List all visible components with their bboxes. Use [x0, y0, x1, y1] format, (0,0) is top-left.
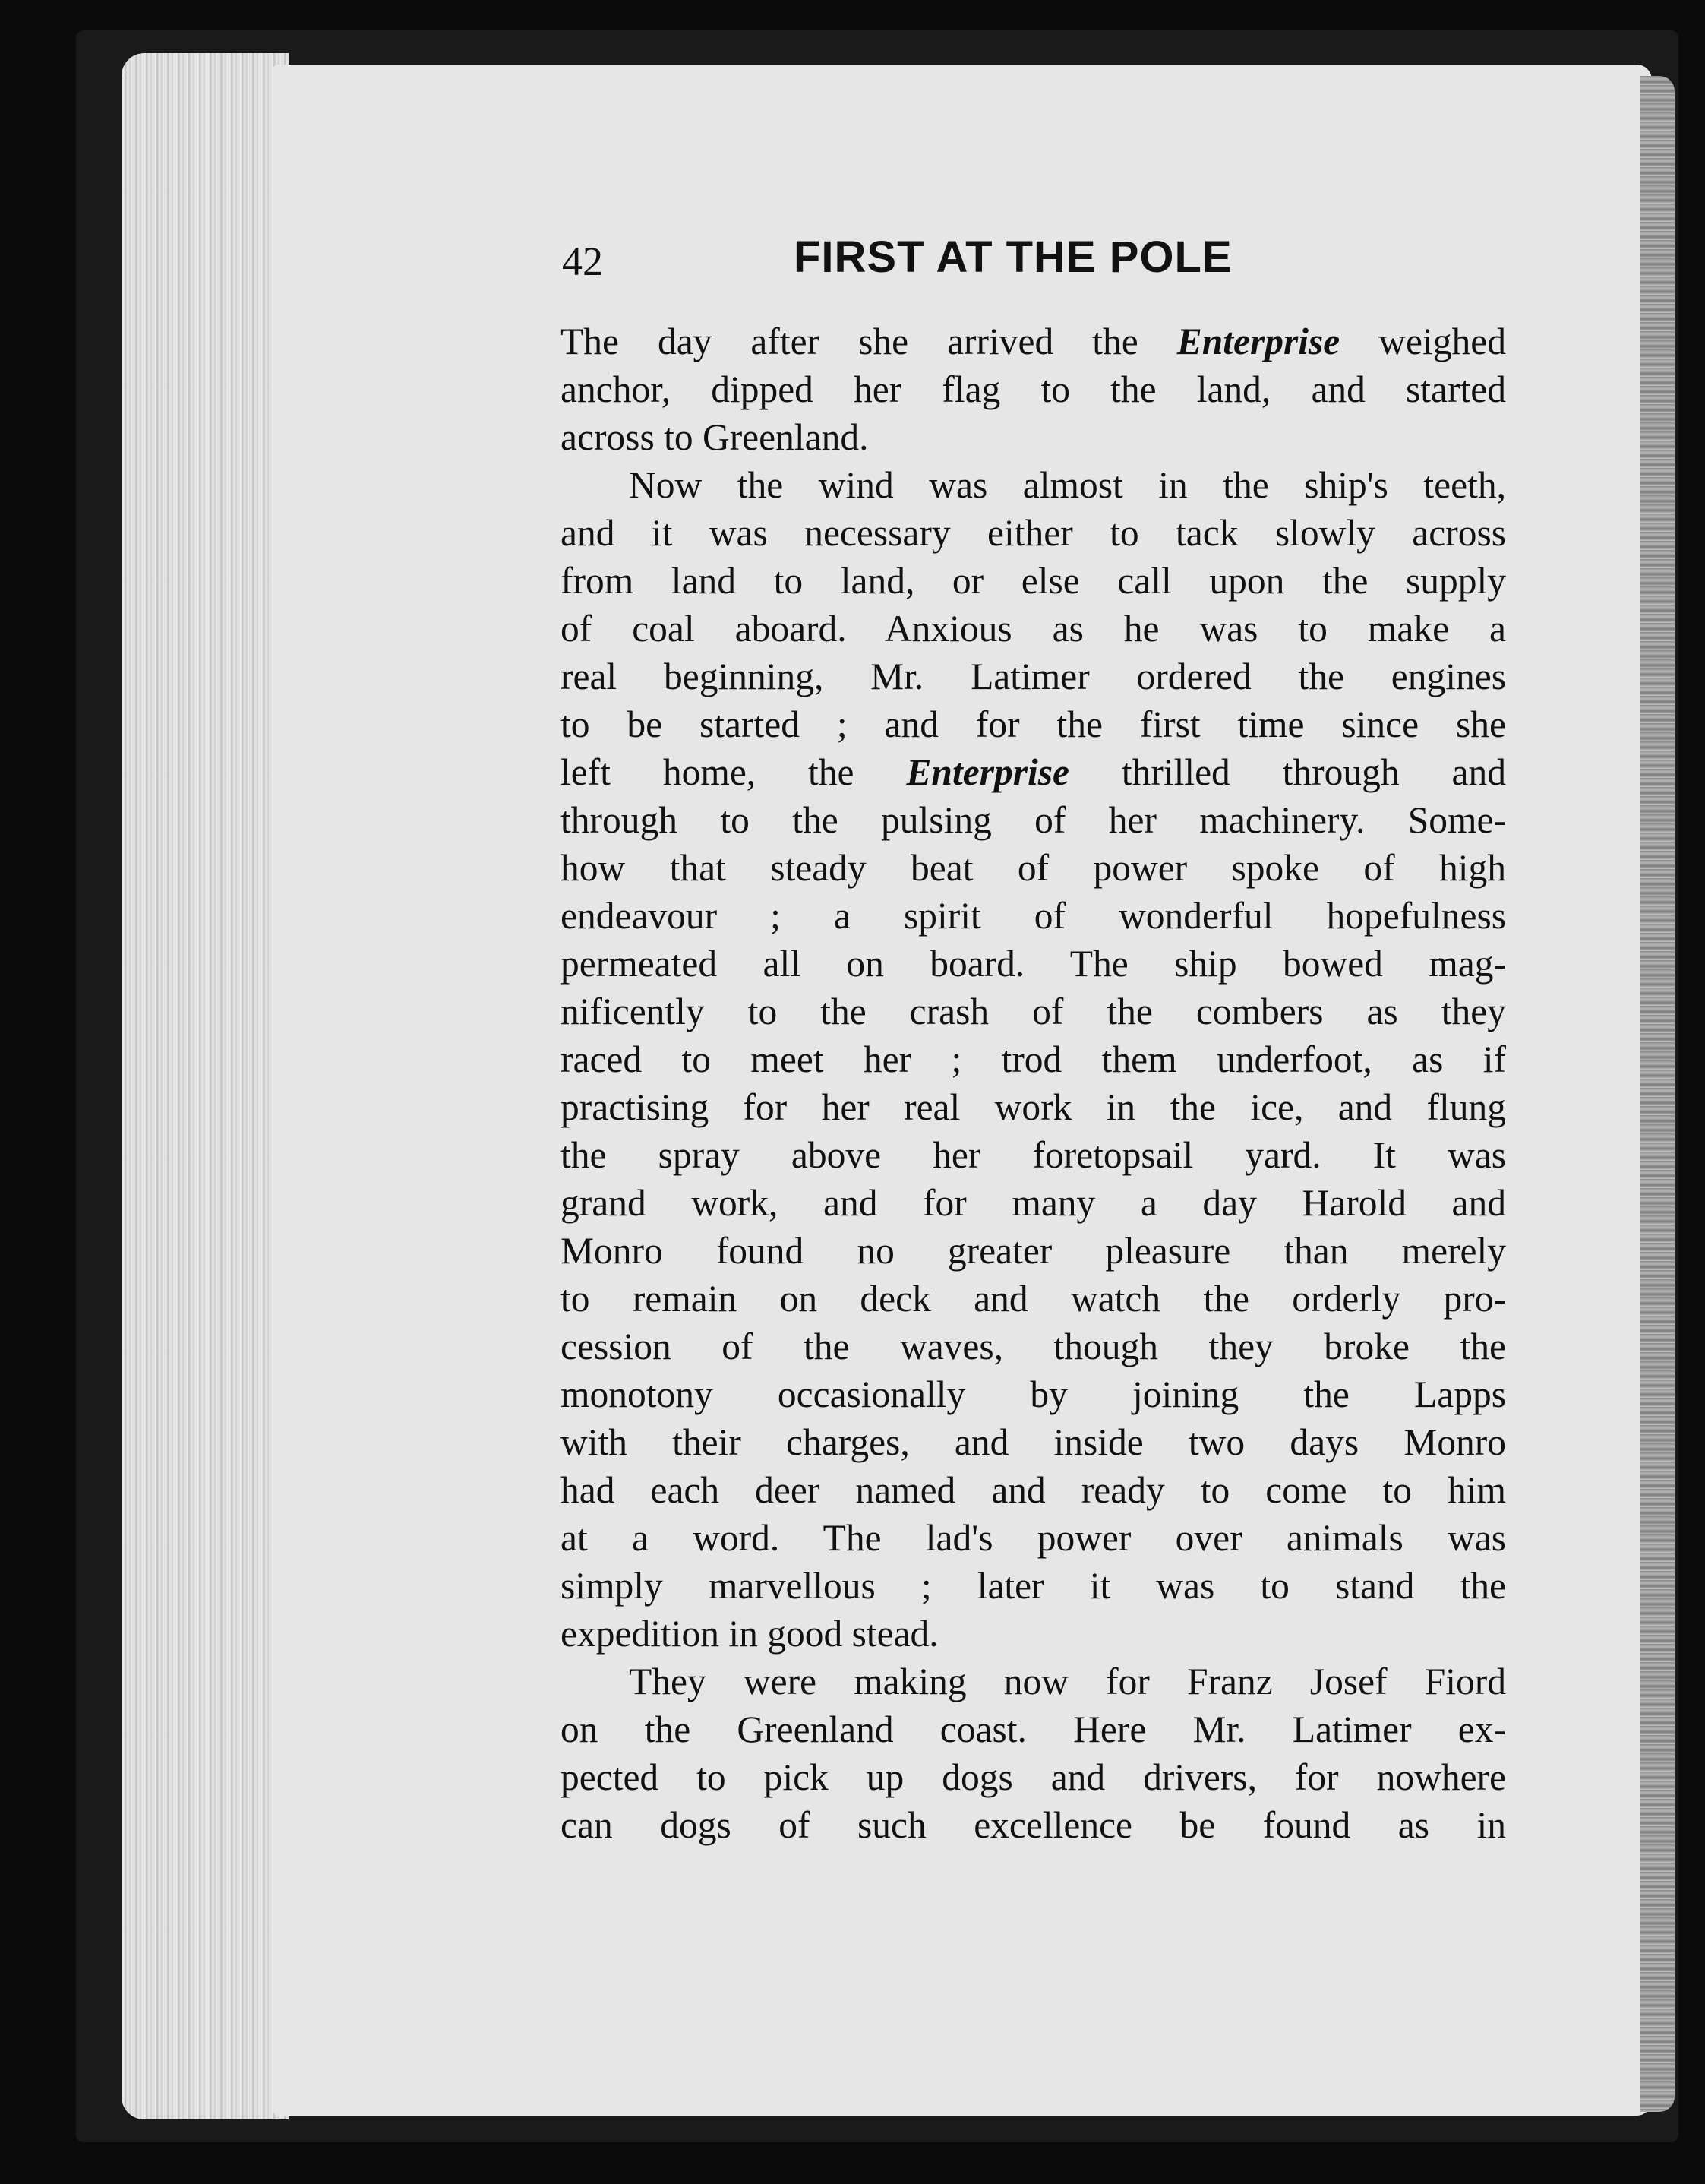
text-line: through to the pulsing of her machinery. Some- — [560, 799, 1506, 841]
text-line: at a word. The lad's power over animals was — [560, 1517, 1506, 1559]
text-line: nificently to the crash of the combers as they — [560, 991, 1506, 1032]
text-line: real beginning, Mr. Latimer ordered the engines — [560, 656, 1506, 697]
page-number: 42 — [562, 239, 603, 284]
text-line: expedition in good stead. — [560, 1613, 939, 1655]
running-title: FIRST AT THE POLE — [794, 232, 1233, 282]
text-line: They were making now for Franz Josef Fiord — [629, 1661, 1506, 1702]
text-line: and it was necessary either to tack slowly across — [560, 512, 1506, 554]
text-line: grand work, and for many a day Harold and — [560, 1182, 1506, 1224]
text-line: simply marvellous ; later it was to stand the — [560, 1565, 1506, 1607]
text-line: how that steady beat of power spoke of high — [560, 847, 1506, 889]
body-text — [560, 318, 1506, 1849]
page-header — [562, 232, 1504, 292]
text-line: can dogs of such excellence be found as in — [560, 1804, 1506, 1846]
text-line: with their charges, and inside two days Monro — [560, 1421, 1506, 1463]
page-right-edge — [1640, 76, 1675, 2112]
text-line: on the Greenland coast. Here Mr. Latimer ex- — [560, 1708, 1506, 1750]
text-line: endeavour ; a spirit of wonderful hopefulness — [560, 895, 1506, 937]
text-line: Monro found no greater pleasure than merely — [560, 1230, 1506, 1272]
text-line: anchor, dipped her flag to the land, and started — [560, 368, 1506, 410]
text-line: to be started ; and for the first time since she — [560, 703, 1506, 745]
text-line: to remain on deck and watch the orderly pro- — [560, 1278, 1506, 1320]
text-line: the spray above her foretopsail yard. It was — [560, 1134, 1506, 1176]
page-stack-edges — [122, 53, 289, 2119]
text-line: cession of the waves, though they broke the — [560, 1326, 1506, 1367]
text-line: across to Greenland. — [560, 416, 869, 458]
text-line: pected to pick up dogs and drivers, for nowhere — [560, 1756, 1506, 1798]
text-line: raced to meet her ; trod them underfoot, as if — [560, 1038, 1506, 1080]
text-line: Now the wind was almost in the ship's teeth, — [629, 464, 1506, 506]
text-line: permeated all on board. The ship bowed mag- — [560, 943, 1506, 985]
text-line: left home, the Enterprise thrilled through and — [560, 751, 1506, 793]
text-line: had each deer named and ready to come to him — [560, 1469, 1506, 1511]
text-line: monotony occasionally by joining the Lapps — [560, 1373, 1506, 1415]
text-line: from land to land, or else call upon the supply — [560, 560, 1506, 602]
text-line: The day after she arrived the Enterprise weighed — [560, 321, 1506, 362]
text-line: of coal aboard. Anxious as he was to make a — [560, 608, 1506, 650]
text-line: practising for her real work in the ice, and flung — [560, 1086, 1506, 1128]
